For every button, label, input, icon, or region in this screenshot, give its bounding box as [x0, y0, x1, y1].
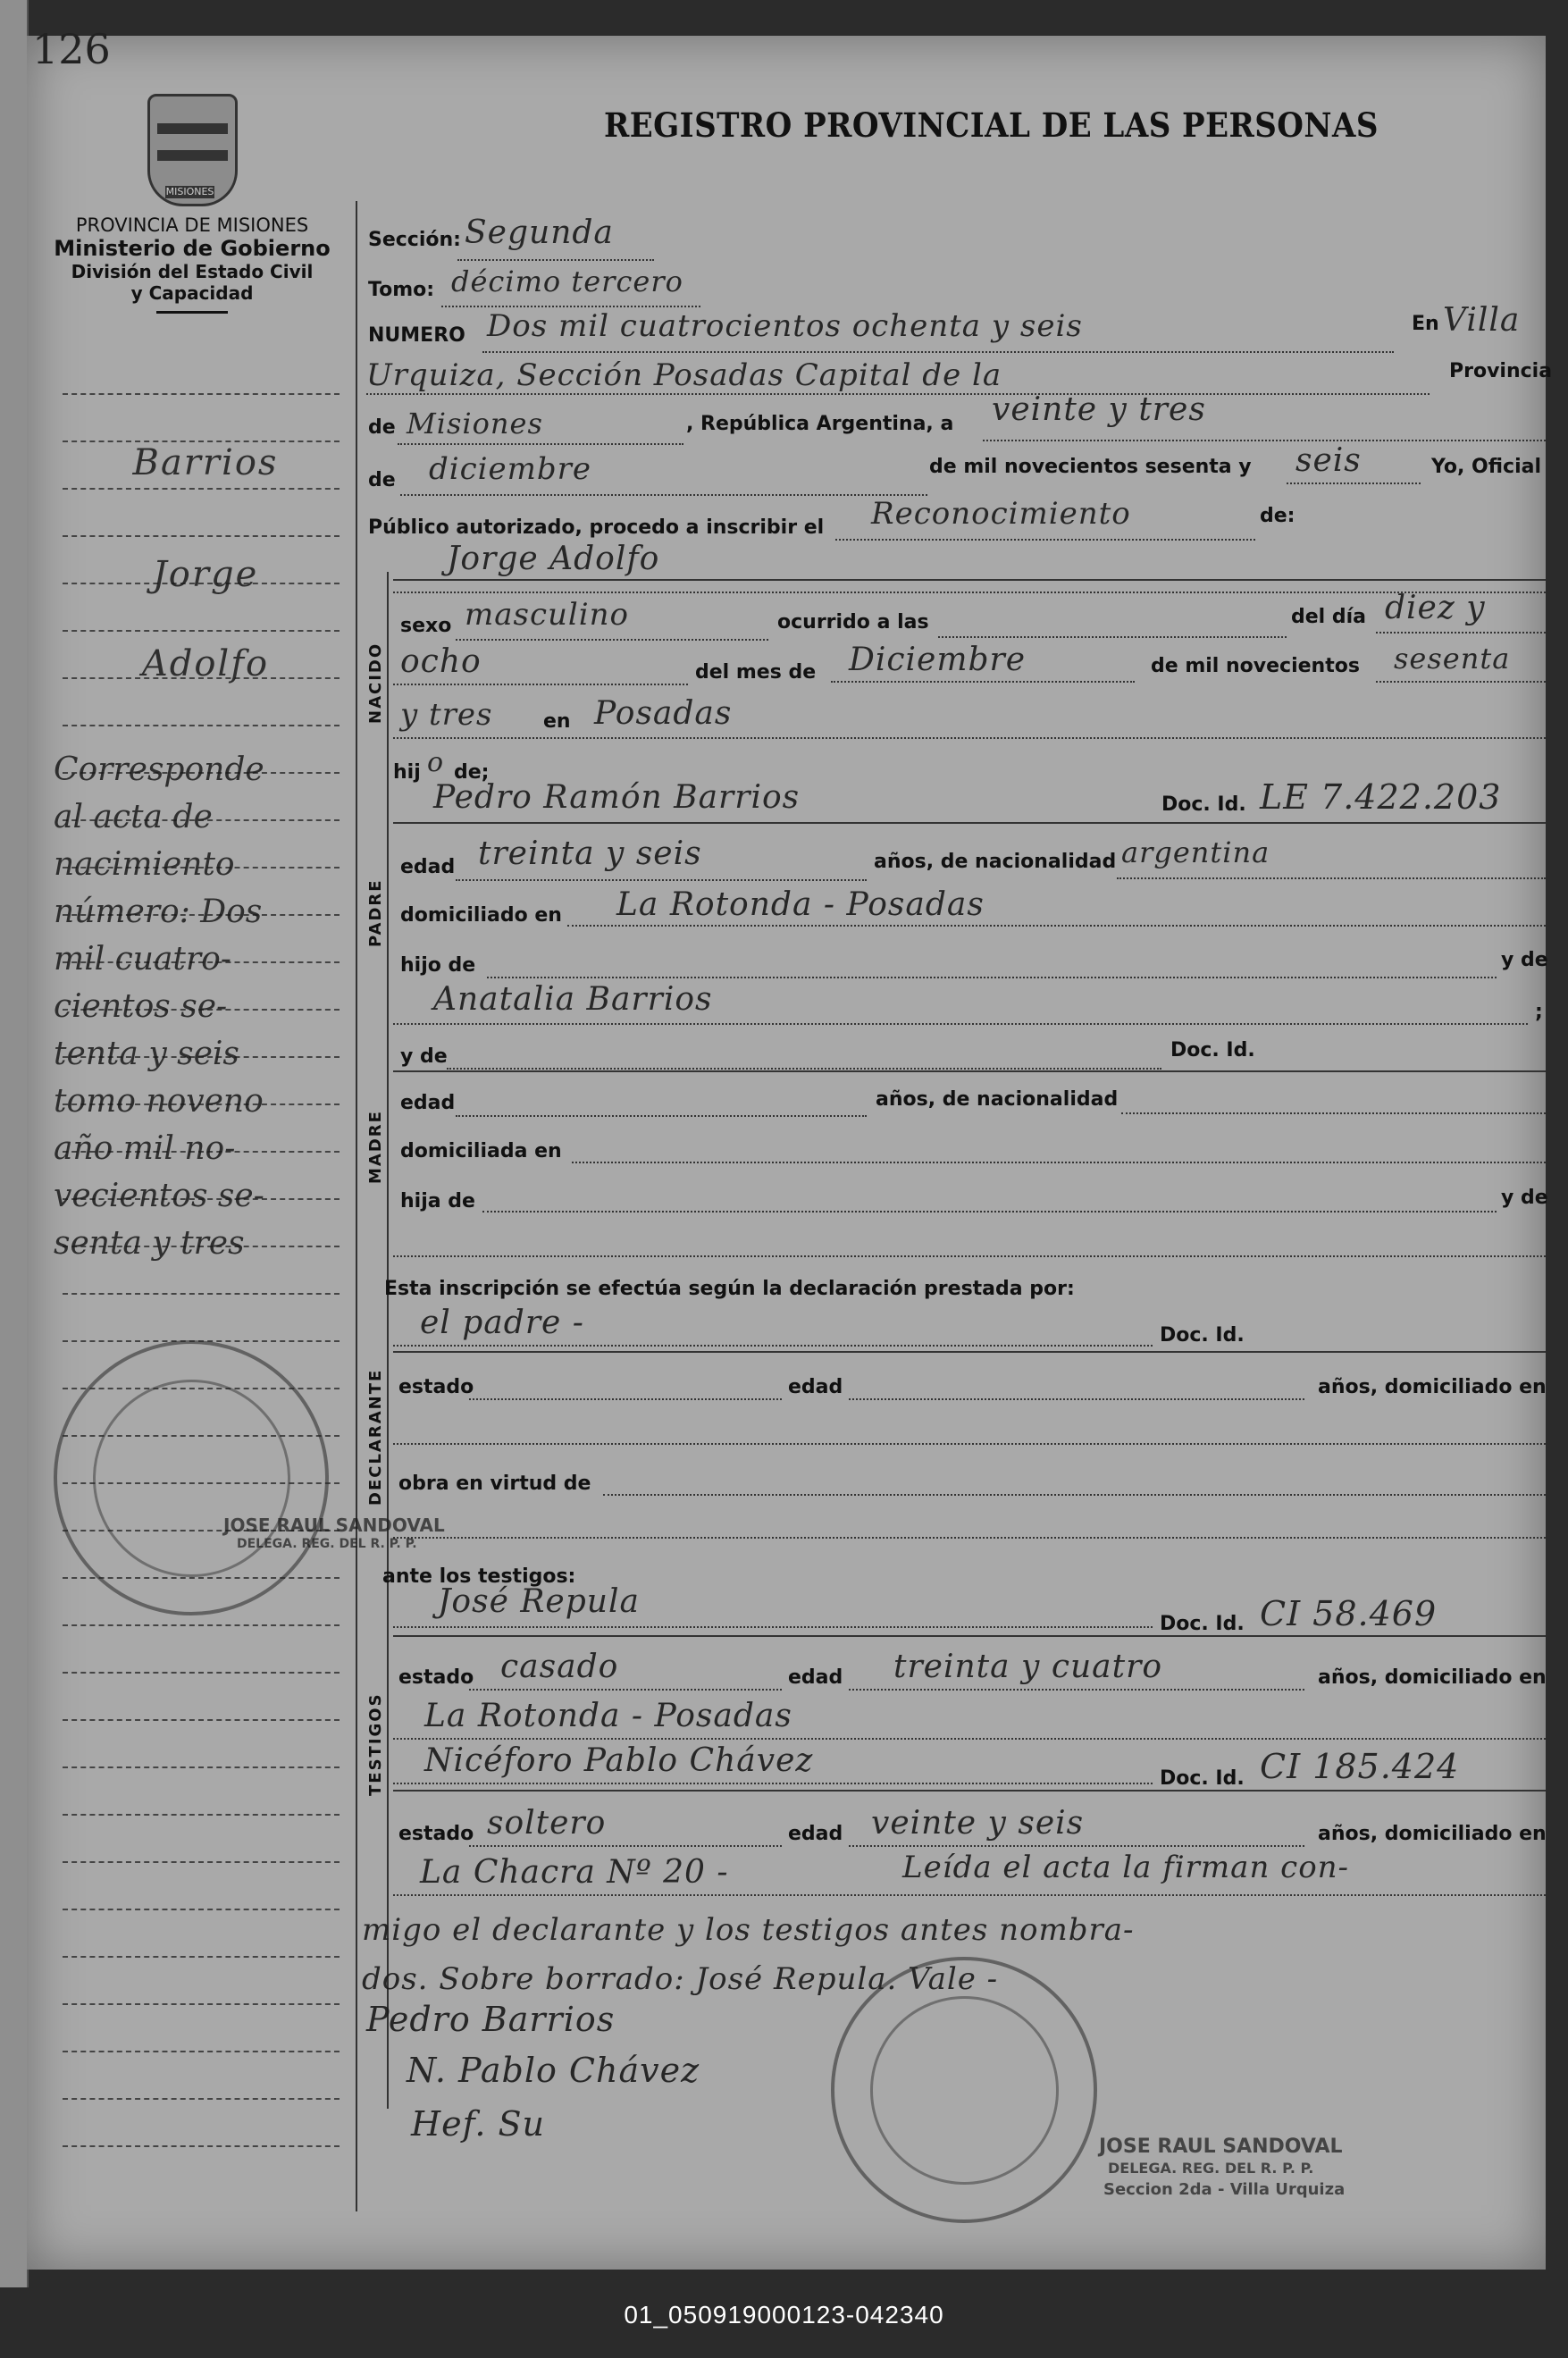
label-edad-padre: edad	[400, 856, 456, 878]
label-del-mes: del mes de	[695, 661, 817, 684]
line-nac-madre	[1121, 1112, 1546, 1114]
line-anio-nac	[1376, 681, 1546, 683]
province-name: PROVINCIA DE MISIONES	[75, 214, 309, 236]
line-obra-2	[393, 1537, 1546, 1539]
value-doc-padre: LE 7.422.203	[1260, 777, 1502, 817]
line-tomo	[441, 306, 700, 307]
label-estado-testigo2: estado	[398, 1823, 474, 1845]
line-anio	[1287, 483, 1421, 484]
line-testigo2	[393, 1783, 1153, 1784]
label-dom-testigo1: años, domiciliado en	[1318, 1666, 1547, 1689]
ministry-header	[40, 214, 344, 314]
value-tomo: décimo tercero	[451, 264, 683, 298]
signature-padre: Pedro Barrios	[366, 2000, 616, 2039]
stamp-section-right: Seccion 2da - Villa Urquiza	[1103, 2180, 1346, 2199]
margin-rule	[63, 2145, 340, 2147]
line-dia-nac-2	[393, 684, 688, 685]
margin-rule	[63, 2003, 340, 2005]
line-edad-declarante	[849, 1398, 1304, 1400]
rule-testigo2	[393, 1790, 1546, 1792]
line-estado-testigo2	[469, 1845, 782, 1847]
value-acto: Reconocimiento	[871, 496, 1131, 532]
label-y-de: y de	[1501, 949, 1548, 971]
margin-note-line: tomo noveno	[54, 1083, 264, 1120]
label-nac-madre: años, de nacionalidad	[876, 1088, 1119, 1111]
value-sexo: masculino	[465, 597, 630, 633]
value-anio: seis	[1295, 442, 1362, 479]
label-hijo-de: hijo de	[400, 954, 476, 977]
margin-note	[54, 746, 340, 1267]
margin-rule	[63, 1719, 340, 1721]
line-lugar	[366, 393, 1430, 395]
section-testigos: TESTIGOS	[366, 1692, 385, 1796]
label-doc-declarante: Doc. Id.	[1160, 1324, 1245, 1347]
label-en-2: en	[543, 710, 571, 733]
value-anio-nac: sesenta	[1394, 642, 1511, 676]
line-seccion	[457, 259, 654, 261]
value-nac-padre: argentina	[1121, 835, 1270, 869]
value-dia: veinte y tres	[992, 391, 1206, 428]
section-madre: MADRE	[366, 1110, 385, 1184]
value-seccion: Segunda	[465, 214, 614, 251]
label-doc-testigo2: Doc. Id.	[1160, 1767, 1245, 1790]
value-mes: diciembre	[429, 451, 592, 487]
margin-note-line: senta y tres	[54, 1225, 245, 1262]
label-doc-testigo1: Doc. Id.	[1160, 1613, 1245, 1635]
label-estado-declarante: estado	[398, 1376, 474, 1398]
value-estado-testigo1: casado	[500, 1649, 619, 1685]
line-dia	[983, 440, 1546, 441]
line-edad-testigo2	[849, 1845, 1304, 1847]
line-edad-padre	[456, 879, 867, 881]
line-sexo	[456, 639, 768, 641]
label-y-de-2: y de	[400, 1045, 448, 1068]
label-estado-testigo1: estado	[398, 1666, 474, 1689]
value-inscripto: Jorge Adolfo	[447, 541, 660, 577]
page-binding-edge	[0, 0, 29, 2287]
line-dia-nac	[1376, 632, 1546, 634]
value-hijo-letra: o	[427, 747, 445, 778]
image-id-caption: 01_050919000123-042340	[624, 2301, 944, 2329]
line-mes	[400, 494, 927, 496]
line-mes-nac	[831, 681, 1135, 683]
value-provincia: Misiones	[407, 407, 543, 441]
line-testigo1	[393, 1626, 1153, 1628]
rule-testigos-top	[393, 1635, 1546, 1637]
label-edad-madre: edad	[400, 1092, 456, 1114]
rule-nacido-top	[393, 579, 1546, 581]
line-dom-testigo2	[393, 1894, 1546, 1896]
label-en: En	[1412, 313, 1439, 335]
label-tomo: Tomo:	[368, 279, 435, 301]
line-madre	[447, 1068, 1161, 1070]
line-madre-abuela	[393, 1255, 1546, 1257]
margin-rule	[63, 1624, 340, 1626]
margin-rule	[63, 1861, 340, 1863]
label-numero: NUMERO	[368, 324, 465, 347]
label-edad-testigo1: edad	[788, 1666, 843, 1689]
label-ante-testigos: ante los testigos:	[382, 1565, 576, 1588]
label-provincia: Provincia	[1449, 360, 1553, 382]
line-inscripto	[393, 592, 1546, 593]
closing-line-3: dos. Sobre borrado: José Repula. Vale -	[362, 1961, 999, 1997]
value-doc-testigo2: CI 185.424	[1260, 1747, 1460, 1786]
value-dom-testigo1: La Rotonda - Posadas	[424, 1698, 792, 1734]
label-sexo: sexo	[400, 615, 452, 637]
label-publico: Público autorizado, procedo a inscribir el	[368, 516, 825, 539]
label-seccion: Sección:	[368, 229, 461, 251]
label-dom-declarante: años, domiciliado en	[1318, 1376, 1547, 1398]
rule-padre-top	[393, 822, 1546, 824]
label-republica: , República Argentina, a	[686, 413, 954, 435]
margin-name-1: Jorge	[152, 554, 259, 595]
rule-madre-top	[393, 1070, 1546, 1072]
value-lugar-nac: Posadas	[594, 695, 733, 732]
margin-note-line: mil cuatro-	[54, 941, 231, 978]
margin-rule	[63, 393, 340, 395]
margin-rule	[63, 1672, 340, 1674]
line-dom-madre	[572, 1162, 1546, 1163]
margin-rule	[63, 1814, 340, 1816]
label-edad-declarante: edad	[788, 1376, 843, 1398]
value-edad-padre: treinta y seis	[478, 835, 702, 872]
margin-rule	[63, 1293, 340, 1295]
line-hija-de	[482, 1211, 1497, 1213]
label-semicolon: ;	[1535, 1001, 1543, 1023]
line-estado-testigo1	[469, 1689, 782, 1691]
label-del-dia: del día	[1291, 606, 1367, 628]
margin-rule	[63, 2098, 340, 2100]
margin-name-2: Adolfo	[141, 643, 270, 684]
label-de-colon: de:	[1260, 505, 1295, 527]
label-de: de	[368, 416, 396, 439]
margin-note-line: Corresponde	[54, 751, 264, 788]
margin-surname: Barrios	[132, 442, 279, 483]
value-testigo1: José Repula	[438, 1583, 640, 1620]
value-edad-testigo1: treinta y cuatro	[893, 1649, 1162, 1685]
label-dom-madre: domiciliada en	[400, 1140, 562, 1162]
value-testigo2: Nicéforo Pablo Chávez	[424, 1742, 814, 1779]
label-de-semicolon: de;	[454, 761, 490, 784]
stamp-name-left: JOSE RAUL SANDOVAL	[223, 1515, 445, 1536]
label-de-2: de	[368, 469, 396, 491]
folio-number: 126	[32, 25, 111, 73]
closing-line-2: migo el declarante y los testigos antes nombra-	[362, 1912, 1135, 1948]
closing-line-1: Leída el acta la firman con-	[902, 1850, 1350, 1885]
margin-rule	[63, 630, 340, 632]
value-doc-testigo1: CI 58.469	[1260, 1594, 1438, 1633]
line-provincia	[398, 443, 683, 445]
line-abuela	[393, 1023, 1528, 1025]
label-de-mil-nov: de mil novecientos	[1151, 655, 1360, 677]
margin-note-line: cientos se-	[54, 988, 228, 1025]
label-edad-testigo2: edad	[788, 1823, 843, 1845]
signature-testigo: N. Pablo Chávez	[407, 2051, 700, 2090]
label-obra: obra en virtud de	[398, 1473, 591, 1495]
line-lugar-nac	[393, 737, 1546, 739]
line-hora	[938, 636, 1287, 638]
label-mil-novecientos: de mil novecientos sesenta y	[929, 456, 1252, 478]
value-dia-nac: diez y	[1385, 590, 1486, 626]
line-declarante	[393, 1345, 1153, 1347]
page-title: REGISTRO PROVINCIAL DE LAS PERSONAS	[604, 105, 1379, 145]
section-divider-line	[387, 572, 389, 2109]
value-numero: Dos mil cuatrocientos ochenta y seis	[487, 308, 1083, 344]
line-numero	[482, 351, 1394, 353]
label-dom-padre: domiciliado en	[400, 904, 562, 927]
margin-rule	[63, 2051, 340, 2052]
signature-oficial: Hef. Su	[411, 2104, 546, 2144]
margin-note-line: nacimiento	[54, 846, 235, 883]
margin-note-line: vecientos se-	[54, 1178, 264, 1214]
division-line-2: y Capacidad	[130, 282, 254, 304]
value-abuela: Anatalia Barrios	[433, 981, 713, 1018]
value-estado-testigo2: soltero	[487, 1805, 607, 1842]
label-ocurrido: ocurrido a las	[777, 611, 929, 634]
margin-note-line: al acta de	[54, 799, 213, 835]
ministry-name: Ministerio de Gobierno	[54, 236, 331, 261]
section-padre: PADRE	[366, 878, 385, 947]
line-obra	[603, 1494, 1546, 1496]
label-dom-testigo2: años, domiciliado en	[1318, 1823, 1547, 1845]
label-doc-padre: Doc. Id.	[1161, 793, 1246, 816]
value-dom-testigo2: La Chacra Nº 20 -	[420, 1854, 729, 1891]
label-yo-oficial: Yo, Oficial	[1431, 456, 1542, 478]
line-dom-padre	[567, 925, 1546, 927]
margin-rule	[63, 535, 340, 537]
crest-label: MISIONES	[165, 186, 214, 197]
value-padre: Pedro Ramón Barrios	[433, 779, 801, 816]
label-doc-madre: Doc. Id.	[1170, 1039, 1255, 1062]
value-en: Villa	[1443, 302, 1521, 339]
header-divider	[156, 311, 228, 314]
main-divider-line	[356, 201, 357, 2211]
line-dom-declarante	[393, 1443, 1546, 1445]
rule-declarante-top	[393, 1351, 1546, 1353]
line-estado-declarante	[469, 1398, 782, 1400]
line-hijo-de	[487, 977, 1497, 978]
section-declarante: DECLARANTE	[366, 1368, 385, 1506]
value-mes-nac: Diciembre	[849, 642, 1027, 678]
margin-rule	[63, 1956, 340, 1958]
value-edad-testigo2: veinte y seis	[871, 1805, 1085, 1842]
line-edad-madre	[456, 1115, 867, 1117]
section-nacido: NACIDO	[366, 642, 385, 724]
margin-rule	[63, 1909, 340, 1910]
official-seal-left	[54, 1340, 329, 1615]
margin-rule	[63, 1766, 340, 1768]
label-y-de-3: y de	[1501, 1187, 1548, 1209]
value-dom-padre: La Rotonda - Posadas	[616, 886, 985, 923]
value-dia-nac-2: ocho	[400, 643, 482, 680]
line-acto	[835, 539, 1255, 541]
margin-rule	[63, 725, 340, 726]
value-lugar: Urquiza, Sección Posadas Capital de la	[366, 357, 1002, 393]
division-line-1: División del Estado Civil	[71, 261, 314, 282]
label-hij: hij	[393, 761, 421, 784]
margin-note-line: tenta y seis	[54, 1036, 239, 1072]
label-nac-padre: años, de nacionalidad	[874, 851, 1117, 873]
label-esta-inscripcion: Esta inscripción se efectúa según la declaración prestada por:	[384, 1278, 1075, 1300]
stamp-role-right: DELEGA. REG. DEL R. P. P.	[1108, 2160, 1314, 2177]
line-dom-testigo1	[393, 1738, 1546, 1740]
value-declarante: el padre -	[420, 1305, 584, 1341]
line-nac-padre	[1117, 877, 1546, 879]
margin-note-line: número: Dos	[54, 894, 263, 930]
margin-note-line: año mil no-	[54, 1130, 236, 1167]
line-edad-testigo1	[849, 1689, 1304, 1691]
value-anio-nac-2: y tres	[400, 697, 493, 733]
label-hija-de: hija de	[400, 1190, 475, 1213]
official-seal-right	[831, 1957, 1097, 2223]
stamp-name-right: JOSE RAUL SANDOVAL	[1099, 2136, 1343, 2158]
margin-rule	[63, 488, 340, 490]
stamp-role-left: DELEGA. REG. DEL R. P. P.	[237, 1537, 417, 1551]
